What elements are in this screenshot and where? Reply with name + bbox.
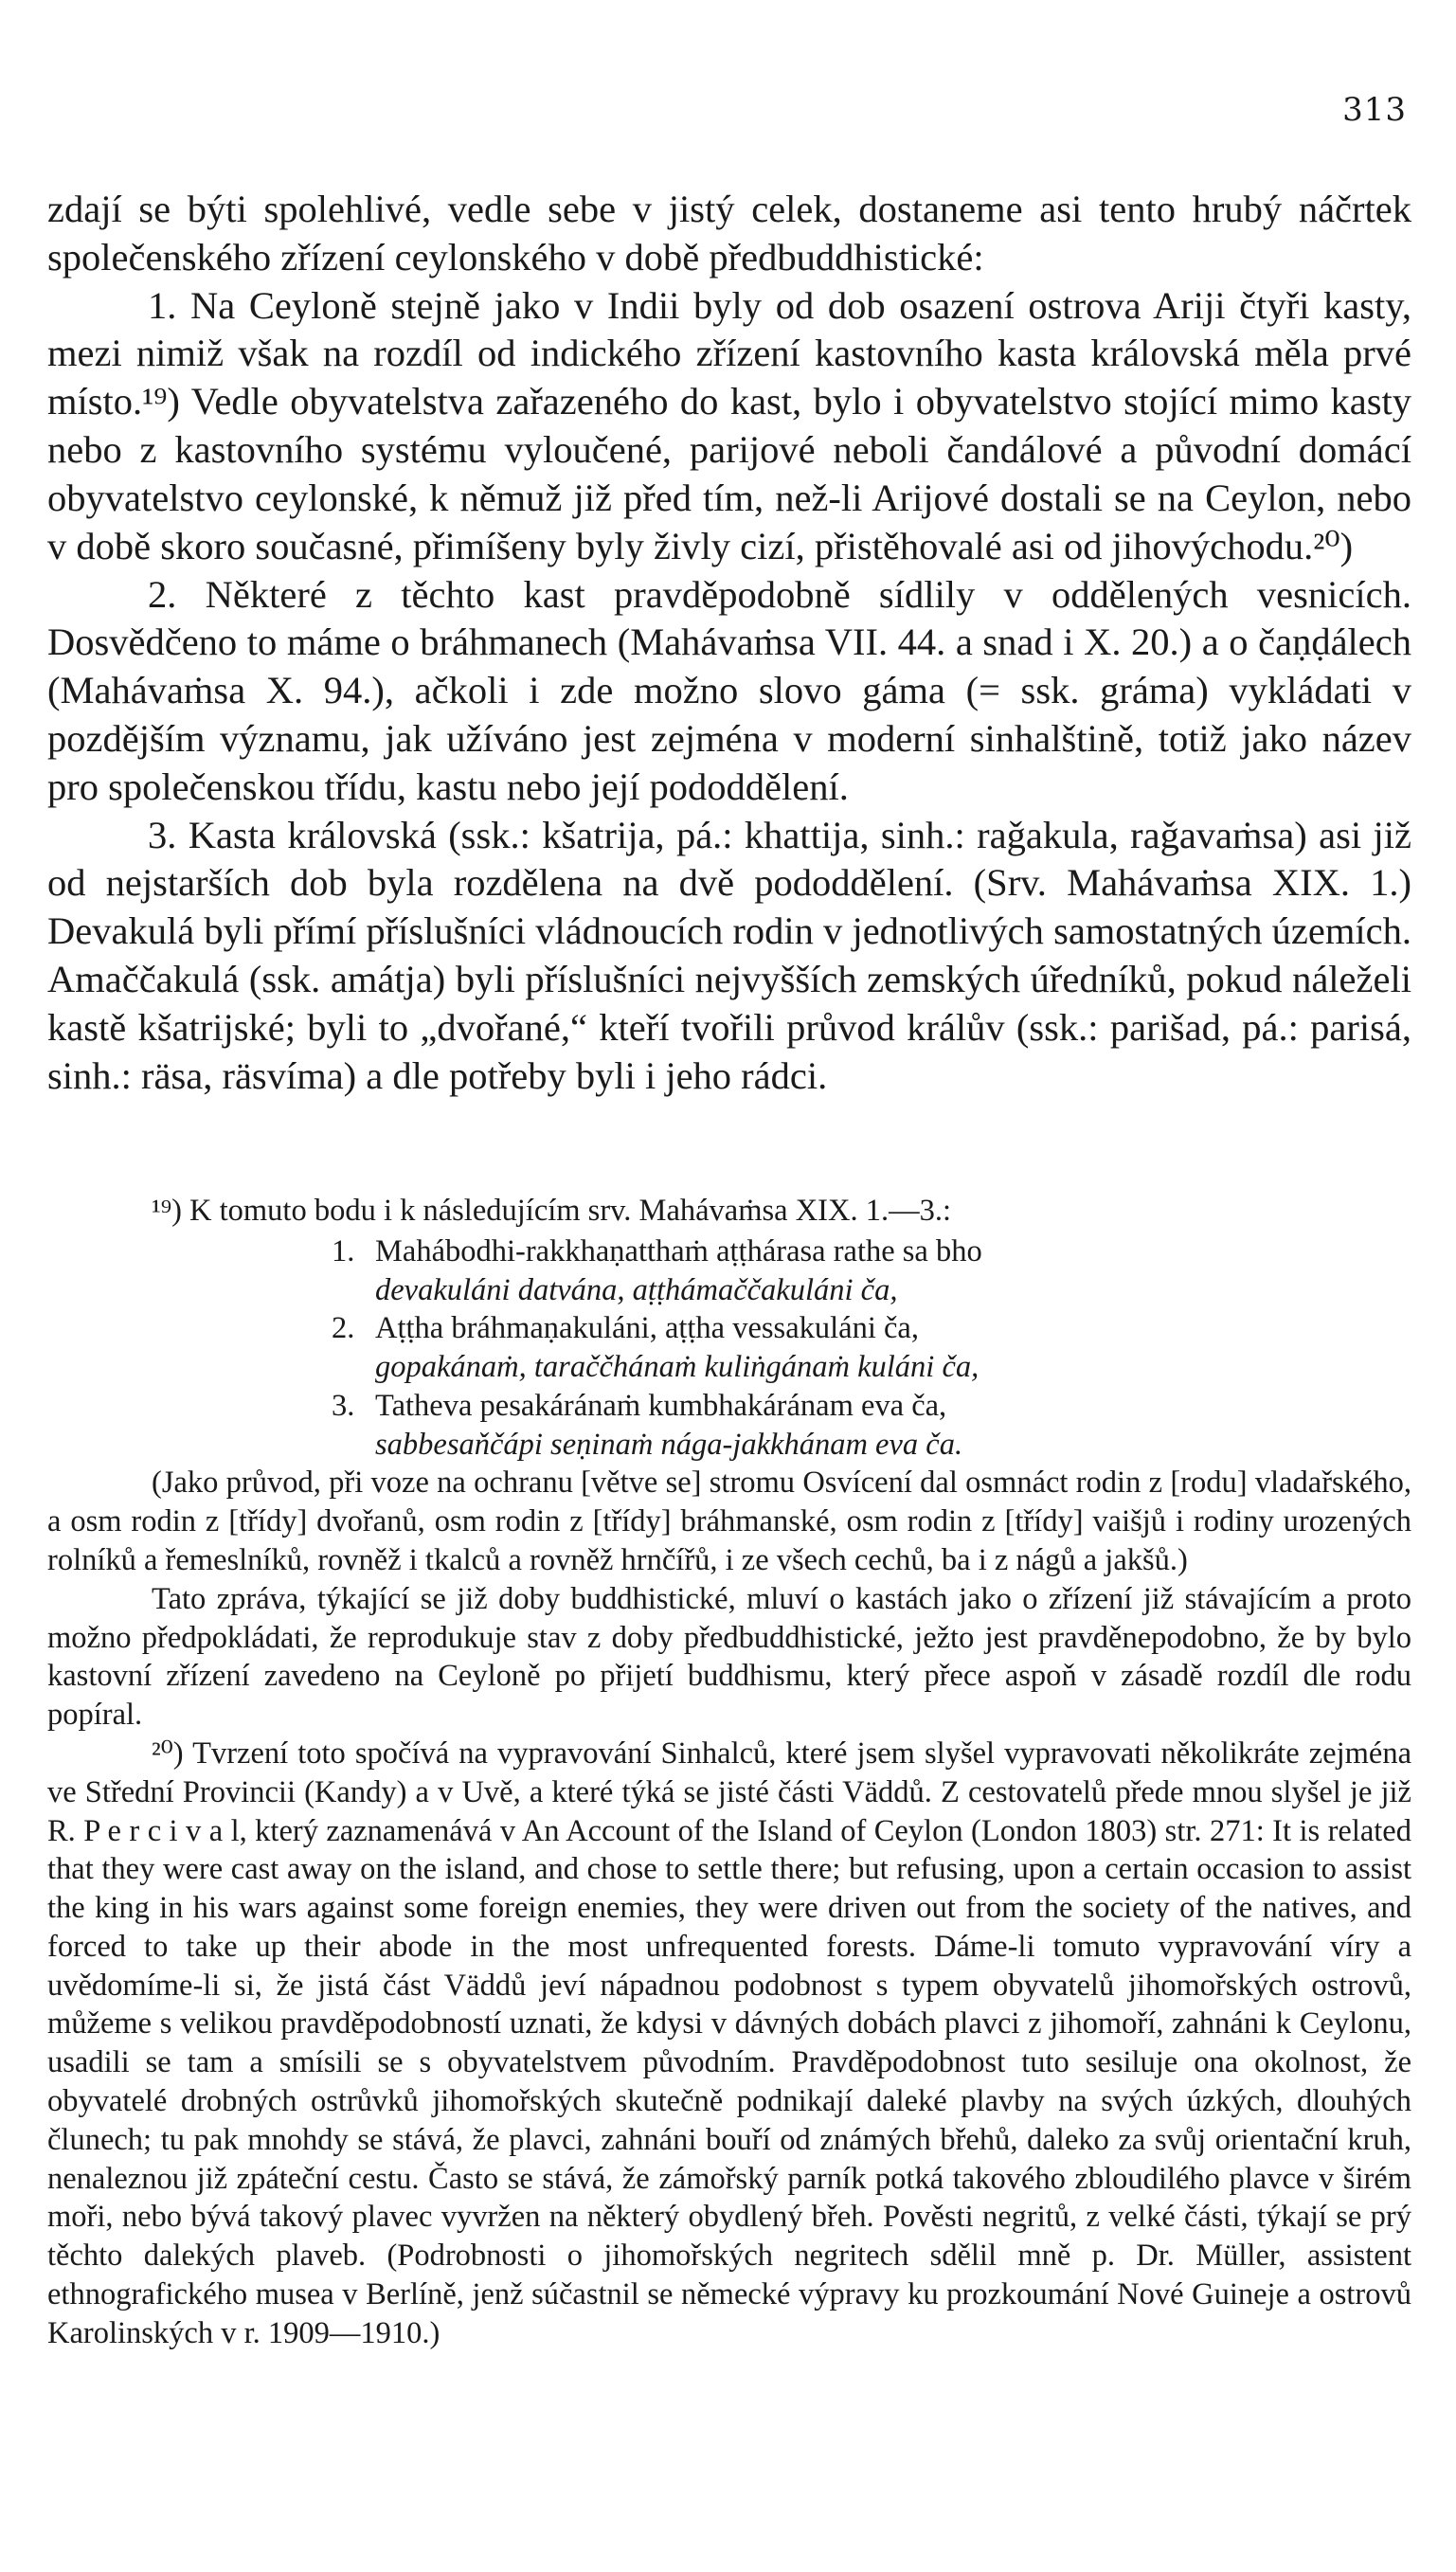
footnotes bbox=[47, 1192, 1411, 2352]
verse-line bbox=[332, 1232, 1411, 1310]
paragraph-point-2: 2. Některé z těchto kast pravděpodobně sídlily v oddělených vesnicích. Dosvědčeno to máme o bráhmanech (Mahávaṁsa VII. 44. a snad i X. 20.) a o čaṇḍálech (Mahávaṁsa X. 94.), ačkoli i zde možno slovo gáma (= ssk. gráma) vykládati v pozdějším významu, jak užíváno jest zejména v moderní sinhalštině, totiž jako název pro společenskou třídu, kastu nebo její pododdělení. bbox=[47, 572, 1411, 808]
paragraph-intro: zdají se býti spolehlivé, vedle sebe v jistý celek, dostaneme asi tento hrubý náčrtek společenského zřízení ceylonského v době předbuddhistické: bbox=[47, 188, 1411, 279]
main-text bbox=[47, 186, 1411, 1100]
verse-number: 1. bbox=[332, 1233, 355, 1268]
verse-text bbox=[375, 1387, 1411, 1465]
pali-verses bbox=[332, 1232, 1411, 1465]
footnote-commentary: Tato zpráva, týkající se již doby buddhistické, mluví o kastách jako o zřízení již stávajícím a proto možno předpokládati, že reprodukuje stav z doby předbuddhistické, ježto jest pravděnepodobno, že by bylo kastovní zřízení zavedeno na Ceyloně po přijetí buddhismu, který přece aspoň v zásadě rozdíl dle rodu popíral. bbox=[47, 1581, 1411, 1733]
verse-line bbox=[332, 1309, 1411, 1387]
footnote-translation: (Jako průvod, při voze na ochranu [větve se] stromu Osvícení dal osmnáct rodin z [rodu] vladařského, a osm rodin z [třídy] dvořanů, osm rodin z [třídy] bráhmanské, osm rodin z [třídy] vaišjů i rodiny urozených rolníků a řemeslníků, rovněž i tkalců a rovněž hrnčířů, i ze všech cechů, ba i z nágů a jakšů.) bbox=[47, 1466, 1411, 1578]
verse-line-a: Tatheva pesakáránaṁ kumbhakáránam eva ča, bbox=[375, 1388, 947, 1423]
verse-text bbox=[375, 1232, 1411, 1310]
verse-number: 2. bbox=[332, 1311, 355, 1346]
verse-line-b: sabbesaňčápi seṇinaṁ nága-jakkhánam eva ča. bbox=[375, 1427, 963, 1462]
verse-line-b: gopakánaṁ, taraččhánaṁ kuliṅgánaṁ kuláni ča, bbox=[375, 1350, 980, 1385]
footnote-20: ²⁰) Tvrzení toto spočívá na vypravování Sinhalců, které jsem slyšel vypravovati několikráte zejména ve Střední Provincii (Kandy) a v Uvě, a které týká se jisté části Väddů. Z cestovatelů přede mnou slyšel je již R. P e r c i v a l, který zaznamenává v An Account of the Island of Ceylon (London 1803) str. 271: It is related that they were cast away on the island, and chose to settle there; but refusing, upon a certain occasion to assist the king in his wars against some foreign enemies, they were driven out from the society of the natives, and forced to take up their abode in the most unfrequented forests. Dáme-li tomuto vypravování víry a uvědomíme-li si, že jistá část Väddů jeví nápadnou podobnost s typem obyvatelů jihomořských ostrovů, můžeme s velikou pravděpodobností uznati, že kdysi v dávných dobách plavci z jihomoří, zahnáni k Ceylonu, usadili se tam a smísili se s obyvatelstvem původním. Pravděpodobnost tuto sesiluje ona okolnost, že obyvatelé drobných ostrůvků jihomořských skutečně podnikají daleké plavby na svých úzkých, dlouhých člunech; tu pak mnohdy se stává, že plavci, zahnáni bouří od známých břehů, daleko za svůj orientační kruh, nenaleznou již zpáteční cestu. Často se stává, že zámořský parník potká takového zbloudilého plavce v širém moři, nebo bývá takový plavec vyvržen na některý obydlený břeh. Pověsti negritů, z velké části, týkají se prý těchto dalekých plaveb. (Podrobnosti o jihomořských negritech sdělil mně p. Dr. Müller, assistent ethnografického musea v Berlíně, jenž súčastnil se německé výpravy ku prozkoumání Nové Guineje a ostrovů Karolinských v r. 1909—1910.) bbox=[47, 1736, 1411, 2350]
paragraph-point-1: 1. Na Ceyloně stejně jako v Indii byly od dob osazení ostrova Ariji čtyři kasty, mezi nimiž však na rozdíl od indického zřízení kastovního kasta královská měla prvé místo.¹⁹) Vedle obyvatelstva zařazeného do kast, bylo i obyvatelstvo stojící mimo kasty nebo z kastovního systému vyloučené, parijové neboli čandálové a původní domácí obyvatelstvo ceylonské, k němuž již před tím, než-li Arijové dostali se na Ceylon, nebo v době skoro současné, přimíšeny byly živly cizí, přistěhovalé asi od jihovýchodu.²⁰) bbox=[47, 283, 1411, 567]
verse-text bbox=[375, 1309, 1411, 1387]
verse-line-a: Aṭṭha bráhmaṇakuláni, aṭṭha vessakuláni ča, bbox=[375, 1311, 919, 1346]
verse-number: 3. bbox=[332, 1388, 355, 1423]
verse-line bbox=[332, 1387, 1411, 1465]
footnote-19-head: ¹⁹) K tomuto bodu i k následujícím srv. Mahávaṁsa XIX. 1.—3.: bbox=[152, 1194, 951, 1228]
verse-line-b: devakuláni datvána, aṭṭhámaččakuláni ča, bbox=[375, 1272, 898, 1307]
page-number: 313 bbox=[1342, 91, 1407, 129]
verse-line-a: Mahábodhi-rakkhaṇatthaṁ aṭṭhárasa rathe sa bho bbox=[375, 1233, 982, 1268]
paragraph-point-3: 3. Kasta královská (ssk.: kšatrija, pá.: khattija, sinh.: raǧakula, raǧavaṁsa) asi již od nejstarších dob byla rozdělena na dvě pododdělení. (Srv. Mahávaṁsa XIX. 1.) Devakulá byli přímí příslušníci vládnoucích rodin v jednotlivých samostatných územích. Amaččakulá (ssk. amátja) byli příslušníci nejvyšších zemských úředníků, pokud náleželi kastě kšatrijské; byli to „dvořané,“ kteří tvořili průvod králův (ssk.: parišad, pá.: parisá, sinh.: räsa, räsvíma) a dle potřeby byli i jeho rádci. bbox=[47, 813, 1411, 1097]
